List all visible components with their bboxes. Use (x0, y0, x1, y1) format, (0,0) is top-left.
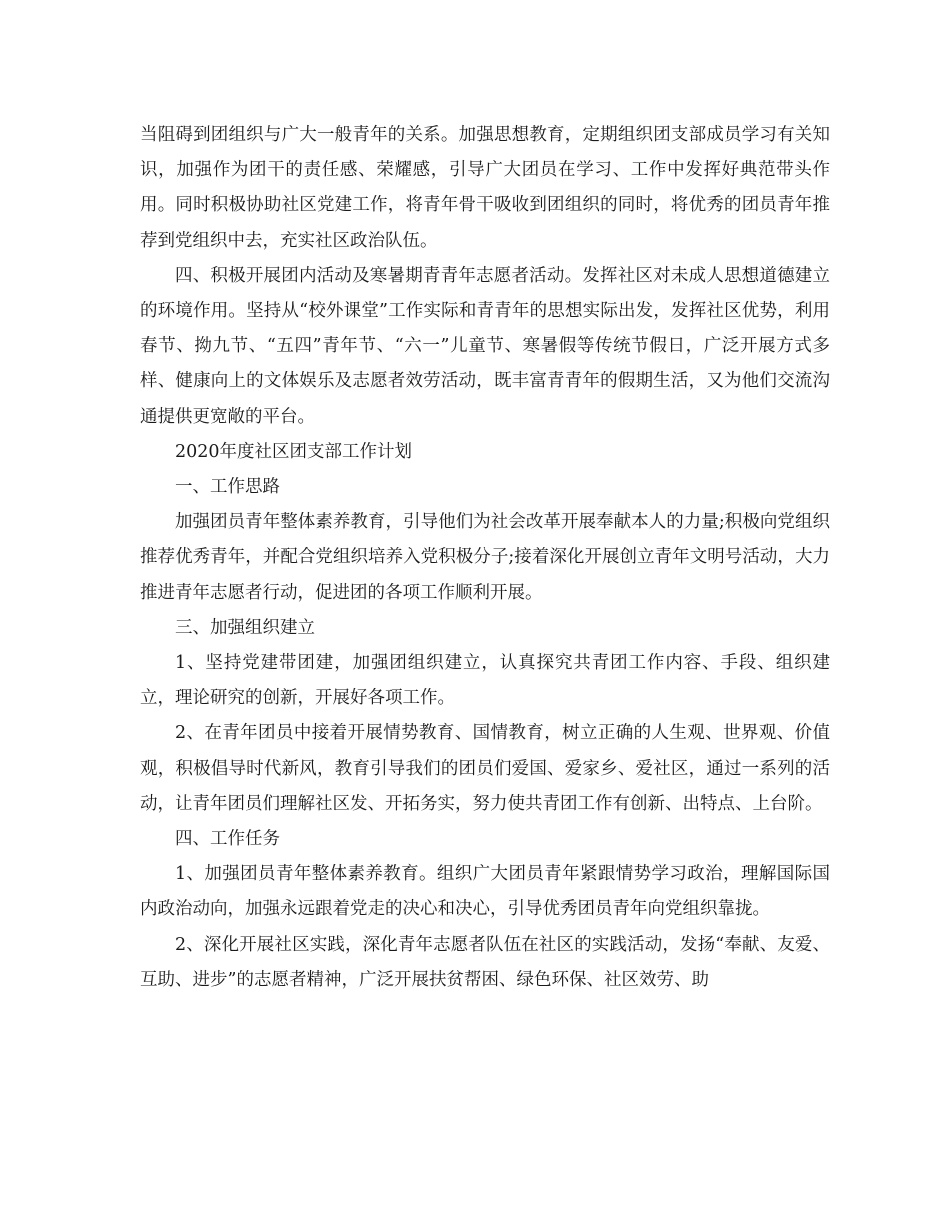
heading-organization: 三、加强组织建立 (175, 617, 315, 638)
heading-work-tasks: 四、工作任务 (175, 829, 280, 850)
paragraph-tasks-1: 1、加强团员青年整体素养教育。组织广大团员青年紧跟情势学习政治，理解国际国内政治动向，加强永远跟着党走的决心和决心，引导优秀团员青年向党组织靠拢。 (140, 864, 830, 920)
section-title: 2020年度社区团支部工作计划 (175, 441, 413, 462)
paragraph-organization-2: 2、在青年团员中接着开展情势教育、国情教育，树立正确的人生观、世界观、价值观，积极倡导时代新风，教育引导我们的团员们爱国、爱家乡、爱社区，通过一系列的活动，让青年团员们理解社区发、开拓务实，努力使共青团工作有创新、出特点、上台阶。 (140, 723, 830, 814)
paragraph-2: 四、积极开展团内活动及寒暑期青青年志愿者活动。发挥社区对未成人思想道德建立的环境作用。坚持从“校外课堂”工作实际和青青年的思想实际出发，发挥社区优势，利用春节、拗九节、“五四”青年节、“六一”儿童节、寒暑假等传统节假日，广泛开展方式多样、健康向上的文体娱乐及志愿者效劳活动，既丰富青青年的假期生活，又为他们交流沟通提供更宽敞的平台。 (140, 265, 830, 427)
paragraph-tasks-2: 2、深化开展社区实践，深化青年志愿者队伍在社区的实践活动，发扬“奉献、友爱、互助、进步”的志愿者精神，广泛开展扶贫帮困、绿色环保、社区效劳、助 (140, 934, 830, 990)
paragraph-1: 当阻碍到团组织与广大一般青年的关系。加强思想教育，定期组织团支部成员学习有关知识，加强作为团干的责任感、荣耀感，引导广大团员在学习、工作中发挥好典范带头作用。同时积极协助社区党建工作，将青年骨干吸收到团组织的同时，将优秀的团员青年推荐到党组织中去，充实社区政治队伍。 (140, 125, 830, 251)
paragraph-organization-1: 1、坚持党建带团建，加强团组织建立，认真探究共青团工作内容、手段、组织建立，理论研究的创新，开展好各项工作。 (140, 653, 830, 709)
paragraph-work-thinking: 加强团员青年整体素养教育，引导他们为社会改革开展奉献本人的力量;积极向党组织推荐优秀青年，并配合党组织培养入党积极分子;接着深化开展创立青年文明号活动，大力推进青年志愿者行动，促进团的各项工作顺利开展。 (140, 512, 830, 603)
document-body (140, 118, 830, 998)
heading-work-thinking: 一、工作思路 (175, 477, 280, 498)
